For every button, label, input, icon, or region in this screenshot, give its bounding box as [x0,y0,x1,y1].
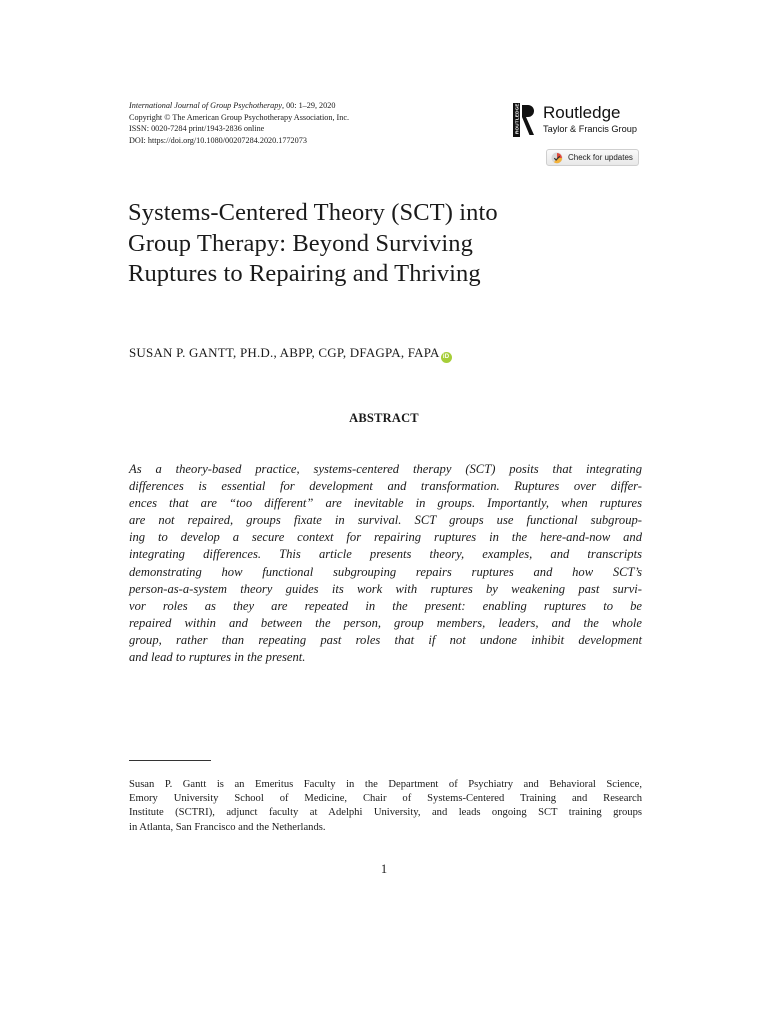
abstract-line: vor roles as they are repeated in the present: enabling ruptures to be [129,598,642,613]
journal-name: International Journal of Group Psychotherapy [129,101,282,110]
abstract-line: differences is essential for development and transformation. Ruptures over differ- [129,479,642,494]
journal-meta [129,100,349,146]
check-for-updates-label: Check for updates [568,153,633,162]
article-title [128,198,648,290]
page-number: 1 [380,862,388,876]
abstract-body [129,461,642,666]
routledge-logo [513,103,643,139]
footnote-line: Susan P. Gantt is an Emeritus Faculty in the Department of Psychiatry and Behavioral Science, [129,779,642,790]
title-line: Systems-Centered Theory (SCT) into [128,199,498,226]
abstract-line: are not repaired, groups fixate in survival. SCT groups use functional subgroup- [129,513,642,528]
routledge-vertical-text: ROUTLEDGE [514,103,520,134]
abstract-line: integrating differences. This article presents theory, examples, and transcripts [129,547,642,562]
abstract-heading: ABSTRACT [349,411,419,425]
title-line: Ruptures to Repairing and Thriving [128,260,481,287]
author-name: SUSAN P. GANTT, PH.D., ABPP, CGP, DFAGPA, FAPA [129,345,440,360]
copyright-line: Copyright © The American Group Psychotherapy Association, Inc. [129,112,350,122]
abstract-line: repaired within and between the person, group members, leaders, and the whole [129,615,642,630]
abstract-line: As a theory-based practice, systems-centered therapy (SCT) posits that integrating [129,462,642,476]
footnote-line: in Atlanta, San Francisco and the Netherlands. [129,821,326,833]
title-line: Group Therapy: Beyond Surviving [128,229,473,257]
abstract-line: ences that are “too different” are inevitable in groups. Importantly, when ruptures [129,496,642,511]
author-footnote [129,778,642,835]
check-for-updates-button[interactable] [546,149,639,166]
doi-line[interactable]: DOI: https://doi.org/10.1080/00207284.2020.1772073 [129,135,307,145]
check-updates-icon [551,152,563,164]
footnote-line: Emory University School of Medicine, Chair of Systems-Centered Training and Research [129,793,642,805]
publisher-subtitle: Taylor & Francis Group [543,124,637,134]
routledge-r-logo-icon [513,103,535,137]
footnote-divider [129,760,211,761]
abstract-line: group, rather than repeating past roles that if not undone inhibit development [129,632,642,647]
footnote-line: Institute (SCTRI), adjunct faculty at Adelphi University, and leads ongoing SCT training groups [129,807,642,819]
journal-volume-pages: , 00: 1–29, 2020 [281,101,336,110]
abstract-line: person-as-a-system theory guides its work with ruptures by weakening past survi- [129,581,642,596]
orcid-icon[interactable]: iD [441,352,452,363]
publisher-name: Routledge [543,103,621,122]
issn-line: ISSN: 0020-7284 print/1943-2836 online [129,124,265,134]
abstract-line: demonstrating how functional subgrouping repairs ruptures and how SCT’s [129,564,642,579]
journal-citation [129,100,349,112]
author-line [129,345,452,363]
abstract-line: ing to develop a secure context for repairing ruptures in the here-and-now and [129,530,642,545]
abstract-line: and lead to ruptures in the present. [129,650,306,665]
